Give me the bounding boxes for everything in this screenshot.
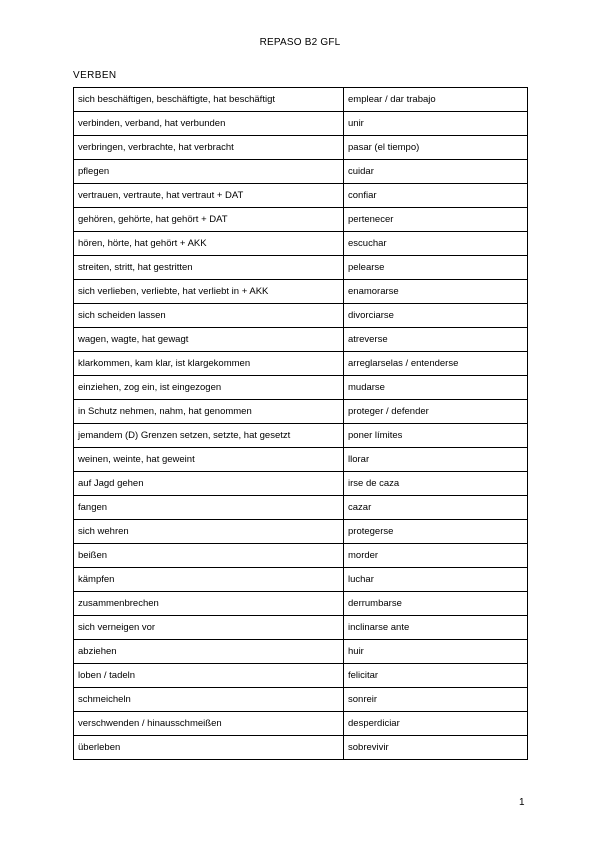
spanish-translation: sonreir bbox=[344, 688, 528, 712]
table-row bbox=[74, 544, 528, 568]
spanish-translation: mudarse bbox=[344, 376, 528, 400]
german-term: sich scheiden lassen bbox=[74, 304, 344, 328]
section-heading: VERBEN bbox=[73, 70, 117, 81]
german-term: sich beschäftigen, beschäftigte, hat beschäftigt bbox=[74, 88, 344, 112]
spanish-translation: divorciarse bbox=[344, 304, 528, 328]
vocabulary-table-body bbox=[74, 88, 528, 760]
page-number: 1 bbox=[519, 797, 525, 808]
spanish-translation: atreverse bbox=[344, 328, 528, 352]
german-term: weinen, weinte, hat geweint bbox=[74, 448, 344, 472]
german-term: in Schutz nehmen, nahm, hat genommen bbox=[74, 400, 344, 424]
german-term: verbinden, verband, hat verbunden bbox=[74, 112, 344, 136]
table-row bbox=[74, 160, 528, 184]
spanish-translation: morder bbox=[344, 544, 528, 568]
spanish-translation: huir bbox=[344, 640, 528, 664]
vocabulary-table bbox=[73, 87, 528, 760]
spanish-translation: sobrevivir bbox=[344, 736, 528, 760]
table-row bbox=[74, 352, 528, 376]
table-row bbox=[74, 184, 528, 208]
table-row bbox=[74, 736, 528, 760]
spanish-translation: protegerse bbox=[344, 520, 528, 544]
spanish-translation: llorar bbox=[344, 448, 528, 472]
table-row bbox=[74, 592, 528, 616]
table-row bbox=[74, 472, 528, 496]
german-term: streiten, stritt, hat gestritten bbox=[74, 256, 344, 280]
spanish-translation: pertenecer bbox=[344, 208, 528, 232]
table-row bbox=[74, 136, 528, 160]
german-term: vertrauen, vertraute, hat vertraut + DAT bbox=[74, 184, 344, 208]
document-title: REPASO B2 GFL bbox=[259, 37, 341, 48]
table-row bbox=[74, 688, 528, 712]
table-row bbox=[74, 280, 528, 304]
table-row bbox=[74, 424, 528, 448]
spanish-translation: felicitar bbox=[344, 664, 528, 688]
table-row bbox=[74, 640, 528, 664]
german-term: überleben bbox=[74, 736, 344, 760]
table-row bbox=[74, 496, 528, 520]
spanish-translation: confiar bbox=[344, 184, 528, 208]
table-row bbox=[74, 328, 528, 352]
german-term: wagen, wagte, hat gewagt bbox=[74, 328, 344, 352]
table-row bbox=[74, 568, 528, 592]
german-term: gehören, gehörte, hat gehört + DAT bbox=[74, 208, 344, 232]
spanish-translation: enamorarse bbox=[344, 280, 528, 304]
spanish-translation: escuchar bbox=[344, 232, 528, 256]
table-row bbox=[74, 712, 528, 736]
table-row bbox=[74, 112, 528, 136]
german-term: sich verlieben, verliebte, hat verliebt in + AKK bbox=[74, 280, 344, 304]
table-row bbox=[74, 88, 528, 112]
table-row bbox=[74, 256, 528, 280]
spanish-translation: poner límites bbox=[344, 424, 528, 448]
spanish-translation: pasar (el tiempo) bbox=[344, 136, 528, 160]
german-term: sich wehren bbox=[74, 520, 344, 544]
table-row bbox=[74, 400, 528, 424]
spanish-translation: proteger / defender bbox=[344, 400, 528, 424]
german-term: loben / tadeln bbox=[74, 664, 344, 688]
spanish-translation: pelearse bbox=[344, 256, 528, 280]
spanish-translation: inclinarse ante bbox=[344, 616, 528, 640]
german-term: schmeicheln bbox=[74, 688, 344, 712]
german-term: kämpfen bbox=[74, 568, 344, 592]
table-row bbox=[74, 376, 528, 400]
spanish-translation: desperdiciar bbox=[344, 712, 528, 736]
german-term: jemandem (D) Grenzen setzen, setzte, hat gesetzt bbox=[74, 424, 344, 448]
table-row bbox=[74, 232, 528, 256]
table-row bbox=[74, 304, 528, 328]
german-term: zusammenbrechen bbox=[74, 592, 344, 616]
german-term: abziehen bbox=[74, 640, 344, 664]
german-term: beißen bbox=[74, 544, 344, 568]
table-row bbox=[74, 208, 528, 232]
german-term: hören, hörte, hat gehört + AKK bbox=[74, 232, 344, 256]
spanish-translation: irse de caza bbox=[344, 472, 528, 496]
spanish-translation: cuidar bbox=[344, 160, 528, 184]
german-term: fangen bbox=[74, 496, 344, 520]
spanish-translation: luchar bbox=[344, 568, 528, 592]
german-term: sich verneigen vor bbox=[74, 616, 344, 640]
german-term: auf Jagd gehen bbox=[74, 472, 344, 496]
german-term: verschwenden / hinausschmeißen bbox=[74, 712, 344, 736]
german-term: pflegen bbox=[74, 160, 344, 184]
table-row bbox=[74, 664, 528, 688]
german-term: einziehen, zog ein, ist eingezogen bbox=[74, 376, 344, 400]
spanish-translation: emplear / dar trabajo bbox=[344, 88, 528, 112]
spanish-translation: unir bbox=[344, 112, 528, 136]
table-row bbox=[74, 448, 528, 472]
german-term: klarkommen, kam klar, ist klargekommen bbox=[74, 352, 344, 376]
spanish-translation: arreglarselas / entenderse bbox=[344, 352, 528, 376]
table-row bbox=[74, 616, 528, 640]
german-term: verbringen, verbrachte, hat verbracht bbox=[74, 136, 344, 160]
spanish-translation: derrumbarse bbox=[344, 592, 528, 616]
table-row bbox=[74, 520, 528, 544]
spanish-translation: cazar bbox=[344, 496, 528, 520]
